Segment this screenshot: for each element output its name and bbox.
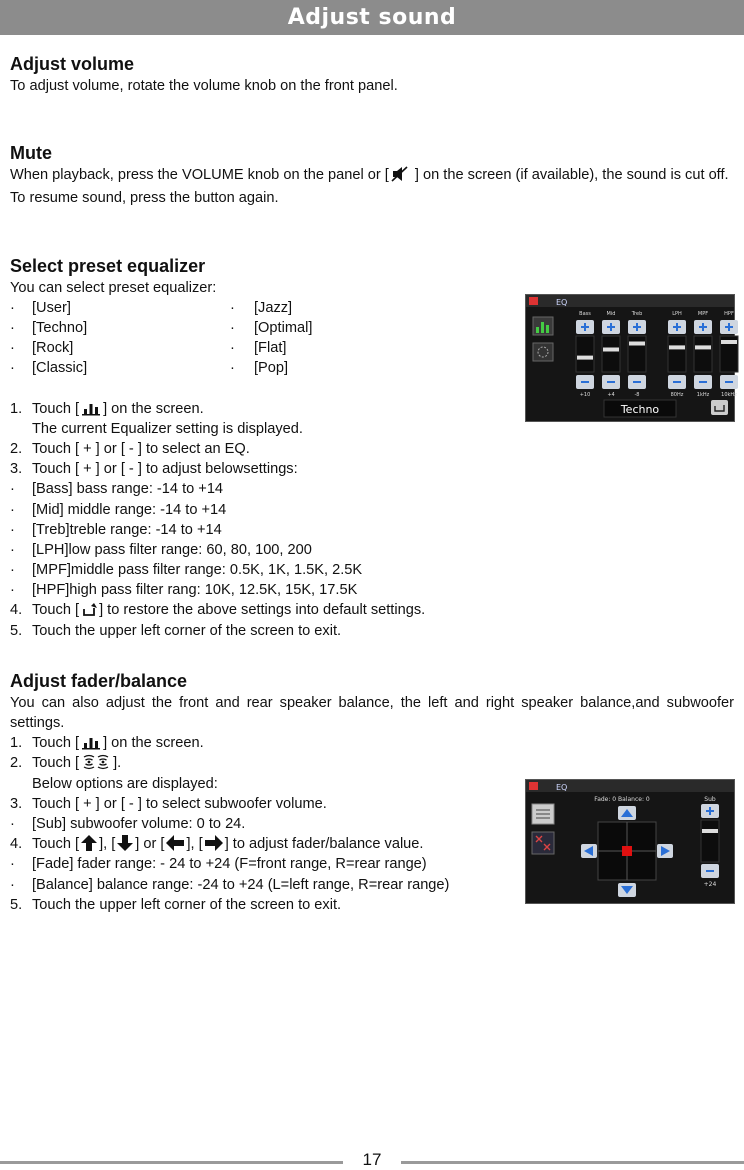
- eq-plus-button[interactable]: [668, 320, 686, 334]
- fader-balance: · [Balance] balance range: -24 to +24 (L=left range, R=rear range): [10, 876, 450, 893]
- eq-setting: · [Treb]treble range: -14 to +14: [10, 521, 222, 538]
- preset-name: Techno: [620, 403, 660, 416]
- preset-row: · [Classic] · [Pop]: [10, 358, 734, 378]
- balance-marker[interactable]: [622, 846, 632, 856]
- fader-caption: Fade: 0 Balance: 0: [594, 796, 650, 803]
- eq-band-value: +4: [607, 392, 615, 398]
- eq-band-value: 80Hz: [670, 392, 684, 398]
- preset-item: [Flat]: [254, 340, 287, 357]
- fader-sub: · [Sub] subwoofer volume: 0 to 24.: [10, 816, 246, 832]
- preset-item: [Optimal]: [254, 320, 313, 336]
- fader-step-4: 4. Touch [ ], [ ] or [ ], [ ] to adjust fader/balance value.: [10, 834, 734, 854]
- fader-tab[interactable]: EQ: [556, 783, 568, 792]
- page-title: Adjust sound: [287, 5, 457, 30]
- fader-heading: Adjust fader/balance: [10, 670, 188, 691]
- footer-line-right: [401, 1161, 744, 1164]
- preset-row: · [User] · [Jazz]: [10, 298, 734, 318]
- eq-band-label: Mid: [606, 311, 616, 317]
- sub-minus-button[interactable]: [701, 864, 719, 878]
- eq-minus-button[interactable]: [720, 375, 738, 389]
- eq-band-label: MPF: [697, 311, 709, 317]
- eq-step-2: 2. Touch [ + ] or [ - ] to select an EQ.: [10, 440, 250, 457]
- fader-step-2-note: Below options are displayed:: [32, 775, 218, 792]
- eq-intro: You can select preset equalizer:: [10, 279, 217, 296]
- volume-heading: Adjust volume: [10, 54, 135, 74]
- eq-band-value: -8: [634, 392, 640, 398]
- eq-slider-track[interactable]: [602, 336, 620, 372]
- eq-setting: · [MPF]middle pass filter range: 0.5K, 1K, 1.5K, 2.5K: [10, 562, 363, 579]
- eq-band-value: +10: [579, 392, 591, 398]
- mute-text: [10, 165, 734, 188]
- fader-screenshot: [525, 779, 735, 904]
- eq-tab[interactable]: EQ: [556, 298, 568, 307]
- balance-right-button[interactable]: [657, 844, 673, 858]
- eq-band-label: Bass: [579, 311, 591, 317]
- eq-slider-knob[interactable]: [629, 342, 645, 346]
- fader-fade: · [Fade] fader range: - 24 to +24 (F=front range, R=rear range): [10, 856, 427, 873]
- preset-row: · [Techno] · [Optimal]: [10, 318, 734, 338]
- eq-minus-button[interactable]: [576, 375, 594, 389]
- sub-value: +24: [703, 881, 717, 888]
- eq-step-3: 3. Touch [ + ] or [ - ] to adjust belowsettings:: [10, 461, 298, 478]
- preset-item: [Techno]: [32, 320, 88, 336]
- balance-left-button[interactable]: [581, 844, 597, 858]
- eq-minus-button[interactable]: [694, 375, 712, 389]
- sub-plus-button[interactable]: [701, 804, 719, 818]
- page-number: 17: [362, 1150, 382, 1169]
- mute-speaker-icon: [391, 166, 409, 188]
- fader-screen-svg: [526, 780, 734, 903]
- preset-item: [Rock]: [32, 340, 74, 357]
- eq-screenshot: [525, 294, 735, 422]
- eq-plus-button[interactable]: [628, 320, 646, 334]
- eq-slider-knob[interactable]: [603, 348, 619, 352]
- eq-slider-track[interactable]: [576, 336, 594, 372]
- home-icon[interactable]: [529, 782, 538, 790]
- eq-minus-button[interactable]: [668, 375, 686, 389]
- eq-slider-track[interactable]: [668, 336, 686, 372]
- eq-band-value: 10kHz: [721, 392, 737, 398]
- preset-item: [Pop]: [254, 360, 289, 377]
- eq-plus-button[interactable]: [694, 320, 712, 334]
- fader-down-button[interactable]: [618, 883, 636, 897]
- eq-plus-button[interactable]: [602, 320, 620, 334]
- eq-setting: · [Mid] middle range: -14 to +14: [10, 501, 227, 518]
- eq-setting: · [HPF]high pass filter rang: 10K, 12.5K, 15K, 17.5K: [10, 582, 358, 599]
- eq-setting: · [Bass] bass range: -14 to +14: [10, 481, 224, 498]
- preset-item: [Classic]: [32, 360, 88, 377]
- eq-step-4: 4. Touch [ ] to restore the above settings into default settings.: [10, 600, 734, 620]
- eq-slider-knob[interactable]: [695, 345, 711, 349]
- eq-slider-track[interactable]: [628, 336, 646, 372]
- eq-band-label: LPH: [672, 311, 682, 317]
- eq-band-label: Treb: [631, 311, 643, 317]
- eq-step-1-note: The current Equalizer setting is displayed.: [32, 420, 303, 437]
- eq-slider-knob[interactable]: [669, 345, 685, 349]
- fader-step-1: 1. Touch [ ] on the screen.: [10, 733, 734, 753]
- fader-step-3: 3. Touch [ + ] or [ - ] to select subwoofer volume.: [10, 795, 327, 812]
- fader-up-button[interactable]: [618, 806, 636, 820]
- sub-label: Sub: [704, 796, 716, 803]
- volume-text: To adjust volume, rotate the volume knob on the front panel.: [10, 78, 398, 94]
- mute-text-a: When playback, press the VOLUME knob on the panel or [: [10, 167, 389, 184]
- footer-line-left: [0, 1161, 343, 1164]
- eq-step-1: 1. Touch [ ] on the screen.: [10, 399, 734, 419]
- eq-minus-button[interactable]: [628, 375, 646, 389]
- preset-row: · [Rock] · [Flat]: [10, 338, 734, 358]
- preset-item: [Jazz]: [254, 299, 293, 316]
- eq-plus-button[interactable]: [720, 320, 738, 334]
- home-icon[interactable]: [529, 297, 538, 305]
- eq-heading: Select preset equalizer: [10, 255, 206, 276]
- eq-step-5: 5. Touch the upper left corner of the screen to exit.: [10, 622, 342, 639]
- page-banner: [0, 0, 744, 35]
- eq-slider-track[interactable]: [694, 336, 712, 372]
- fader-step-2: 2. Touch [ ].: [10, 753, 734, 773]
- eq-band-value: 1kHz: [696, 392, 710, 398]
- fader-step-5: 5. Touch the upper left corner of the screen to exit.: [10, 896, 342, 913]
- eq-band-label: HPF: [724, 311, 734, 317]
- eq-screen-svg: [526, 295, 737, 421]
- mute-text-b: ] on the screen (if available), the sound is cut off.: [414, 167, 729, 184]
- speaker-waves-icon: [81, 754, 111, 776]
- eq-slider-knob[interactable]: [577, 356, 593, 360]
- fader-intro: You can also adjust the front and rear speaker balance, the left and right speaker balance,and subwoofer settings.: [10, 694, 734, 732]
- mute-resume: To resume sound, press the button again.: [10, 190, 279, 207]
- eq-plus-button[interactable]: [576, 320, 594, 334]
- reset-button[interactable]: [711, 400, 728, 415]
- mute-heading: Mute: [10, 143, 52, 164]
- eq-minus-button[interactable]: [602, 375, 620, 389]
- eq-slider-knob[interactable]: [721, 340, 737, 344]
- eq-setting: · [LPH]low pass filter range: 60, 80, 100, 200: [10, 541, 312, 558]
- preset-item: [User]: [32, 299, 71, 316]
- equalizer-icon: [81, 402, 101, 422]
